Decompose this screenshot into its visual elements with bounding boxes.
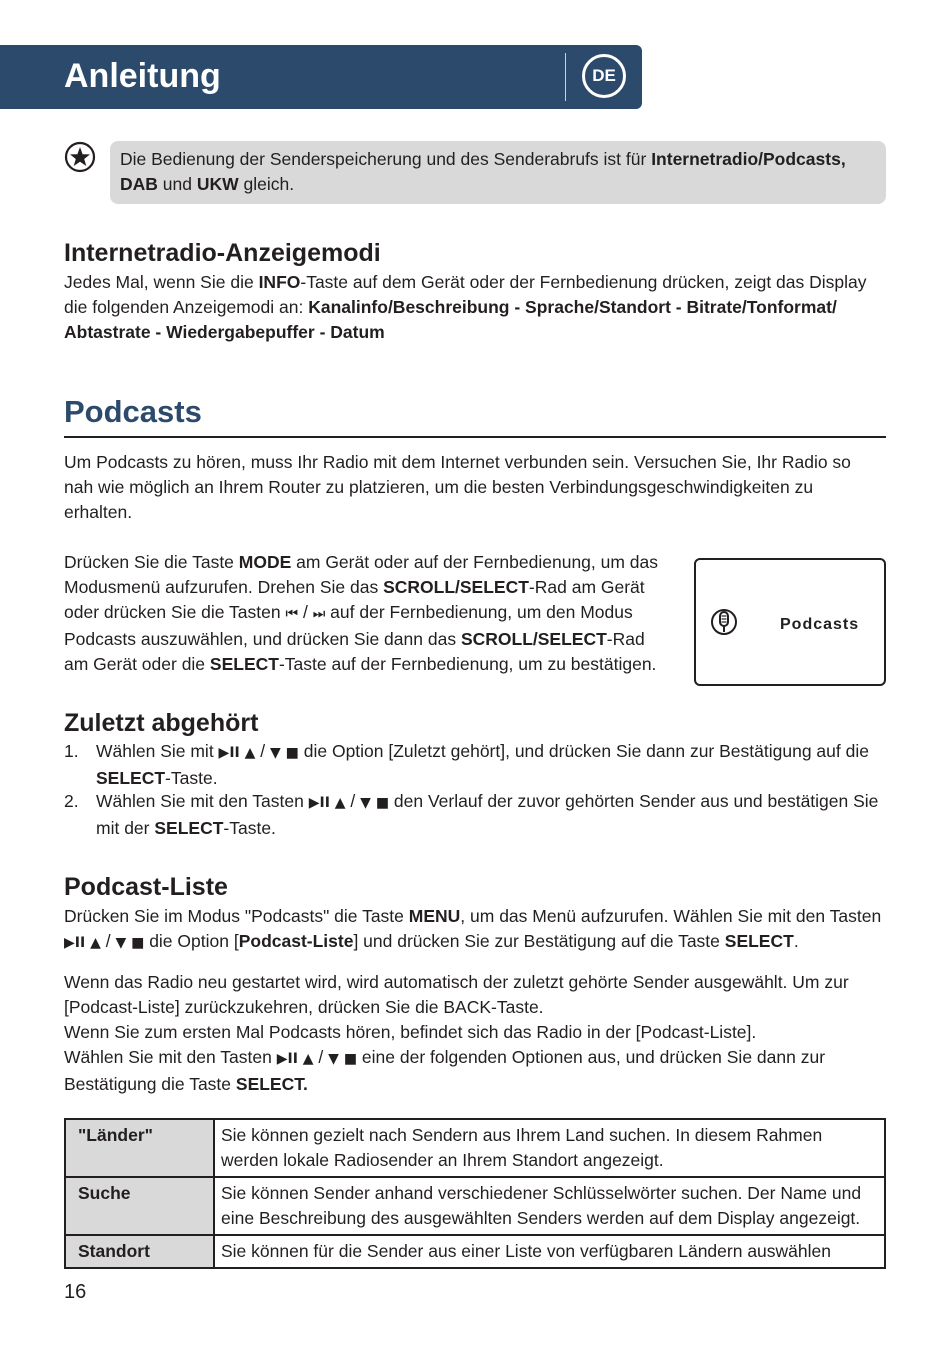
- slash-separator: /: [345, 791, 361, 811]
- play-pause-icon: ▶II: [308, 795, 330, 811]
- paragraph-bold: MODE: [238, 552, 292, 572]
- play-pause-icon: ▶II: [218, 745, 240, 761]
- paragraph-bold: SELECT: [154, 818, 224, 838]
- table-value-cell: Sie können für die Sender aus einer Liste von verfügbaren Ländern auswählen: [214, 1235, 885, 1268]
- note-bold: DAB: [120, 174, 158, 194]
- paragraph-text: Wählen Sie mit den Tasten: [96, 791, 309, 811]
- paragraph-bold: Abtastrate - Wiedergabepuffer - Datum: [64, 322, 385, 342]
- skip-back-icon: ⏮: [285, 606, 299, 622]
- podcasts-intro-paragraph: Um Podcasts zu hören, muss Ihr Radio mit dem Internet verbunden sein. Versuchen Sie, Ihr Radio so nah wie möglich an Ihrem Router zu platzieren, um die besten Verbindungsgeschwindigkeiten zu erhalten.: [64, 452, 851, 522]
- slash-separator: /: [100, 931, 116, 951]
- display-modes-paragraph: [64, 270, 888, 345]
- table-value-cell: Sie können Sender anhand verschiedener Schlüsselwörter suchen. Der Name und eine Beschreibung des ausgewählten Senders werden auf dem Display angezeigt.: [214, 1177, 885, 1235]
- paragraph-text: Wenn Sie zum ersten Mal Podcasts hören, befindet sich das Radio in der [Podcast-Liste].: [64, 1022, 757, 1042]
- paragraph-text: den Verlauf der zuvor gehörten Sender aus und bestätigen Sie mit der: [96, 791, 879, 838]
- paragraph-text: die Option [Zuletzt gehört], und drücken Sie dann zur Bestätigung auf die: [298, 741, 869, 761]
- paragraph-text: -Taste auf der Fernbedienung, um zu bestätigen.: [278, 654, 657, 674]
- section-heading-recent: Zuletzt abgehört: [64, 709, 259, 737]
- paragraph-text: die Option [: [144, 931, 239, 951]
- section-heading-podcasts: Podcasts: [64, 394, 202, 429]
- note-text: Die Bedienung der Senderspeicherung und des Senderabrufs ist für: [120, 149, 652, 169]
- paragraph-text: am Gerät oder auf der Fernbedienung, um das Modusmenü aufzurufen. Drehen Sie das: [64, 552, 659, 597]
- paragraph-bold: Kanalinfo/Beschreibung - Sprache/Standort - Bitrate/Tonformat/: [308, 297, 837, 317]
- play-pause-icon: ▶II: [276, 1051, 298, 1067]
- list-number: 1.: [64, 741, 79, 761]
- page-number: 16: [64, 1281, 87, 1303]
- podcast-microphone-icon: [710, 605, 738, 639]
- paragraph-bold: SELECT: [96, 768, 166, 788]
- table-key-cell: Suche: [65, 1177, 214, 1235]
- header-divider: [565, 53, 566, 101]
- display-mode-label: Podcasts: [780, 616, 860, 633]
- arrow-down-icon: ▼: [360, 795, 371, 811]
- paragraph-bold: SCROLL/SELECT: [460, 629, 607, 649]
- language-badge: DE: [582, 54, 626, 98]
- note-bold: Internetradio/Podcasts,: [651, 149, 846, 169]
- paragraph-bold: INFO: [258, 272, 301, 292]
- paragraph-text: auf der Fernbedienung, um den Modus Podcasts auszuwählen, und drücken Sie dann das: [64, 602, 633, 649]
- arrow-down-icon: ▼: [328, 1051, 339, 1067]
- table-key-cell: "Länder": [65, 1119, 214, 1177]
- arrow-up-icon: ▲: [302, 1051, 314, 1067]
- paragraph-text: die folgenden Anzeigemodi an:: [64, 297, 309, 317]
- table-row: [65, 1235, 885, 1268]
- stop-icon: ■: [131, 935, 145, 951]
- podcast-list-paragraph: [64, 970, 890, 1097]
- paragraph-text: eine der folgenden Optionen aus, und drücken Sie dann zur Bestätigung die Taste: [64, 1047, 826, 1094]
- note-text: und: [157, 174, 197, 194]
- section-heading-display-modes: Internetradio-Anzeigemodi: [64, 239, 381, 267]
- paragraph-bold: MENU: [408, 906, 461, 926]
- arrow-up-icon: ▲: [244, 745, 256, 761]
- list-item: [64, 789, 888, 841]
- slash-separator: /: [255, 741, 270, 761]
- podcast-list-paragraph: [64, 904, 888, 956]
- paragraph-bold: SELECT: [724, 931, 794, 951]
- play-pause-icon: ▶II: [64, 935, 86, 951]
- page-title: Anleitung: [64, 57, 221, 95]
- arrow-down-icon: ▼: [115, 935, 127, 951]
- paragraph-text: Wenn das Radio neu gestartet wird, wird automatisch der zuletzt gehörte Sender ausgewählt. Um zur [Podcast-Liste] zurückzukehren, drücken Sie die BACK-Taste.: [64, 972, 849, 1017]
- note-bold: UKW: [196, 174, 239, 194]
- list-item: [64, 739, 888, 791]
- stop-icon: ■: [343, 1051, 358, 1067]
- paragraph-text: -Taste.: [165, 768, 218, 788]
- arrow-up-icon: ▲: [334, 795, 346, 811]
- paragraph-bold: SELECT.: [235, 1074, 308, 1094]
- table-row: [65, 1177, 885, 1235]
- paragraph-text: -Taste auf dem Gerät oder der Fernbedienung drücken, zeigt das Display: [300, 272, 867, 292]
- arrow-down-icon: ▼: [269, 745, 281, 761]
- heading-rule: [64, 436, 886, 438]
- paragraph-text: , um das Menü aufzurufen. Wählen Sie mit den Tasten: [460, 906, 882, 926]
- list-number: 2.: [64, 791, 79, 811]
- paragraph-bold: Podcast-Liste: [238, 931, 354, 951]
- stop-icon: ■: [375, 795, 390, 811]
- skip-forward-icon: ⏭: [312, 606, 326, 622]
- table-key-cell: Standort: [65, 1235, 214, 1268]
- paragraph-text: Drücken Sie im Modus "Podcasts" die Taste: [64, 906, 409, 926]
- table-value-cell: Sie können gezielt nach Sendern aus Ihrem Land suchen. In diesem Rahmen werden lokale Radiosender an Ihrem Standort angezeigt.: [214, 1119, 885, 1177]
- paragraph-text: Drücken Sie die Taste: [64, 552, 239, 572]
- stop-icon: ■: [285, 745, 299, 761]
- paragraph-text: .: [793, 931, 799, 951]
- paragraph-text: -Rad am Gerät oder drücken Sie die Tasten: [64, 577, 645, 622]
- pin-star-icon: [64, 141, 96, 173]
- podcasts-mode-paragraph: [64, 550, 672, 677]
- paragraph-bold: SELECT: [209, 654, 279, 674]
- paragraph-text: /: [298, 602, 313, 622]
- note-text: gleich.: [238, 174, 295, 194]
- options-table: [64, 1118, 886, 1269]
- paragraph-bold: SCROLL/SELECT: [383, 577, 529, 597]
- note-box: [110, 141, 886, 204]
- paragraph-text: Wählen Sie mit den Tasten: [64, 1047, 277, 1067]
- paragraph-line: [64, 1045, 890, 1097]
- paragraph-text: Jedes Mal, wenn Sie die: [64, 272, 259, 292]
- display-illustration: [694, 558, 886, 686]
- table-row: [65, 1119, 885, 1177]
- paragraph-text: Wählen Sie mit: [96, 741, 219, 761]
- paragraph-text: ] und drücken Sie zur Bestätigung auf die Taste: [353, 931, 725, 951]
- slash-separator: /: [313, 1047, 329, 1067]
- section-heading-podcast-list: Podcast-Liste: [64, 873, 228, 901]
- paragraph-text: -Rad am Gerät oder die: [64, 629, 645, 674]
- paragraph-text: -Taste.: [223, 818, 276, 838]
- arrow-up-icon: ▲: [90, 935, 101, 951]
